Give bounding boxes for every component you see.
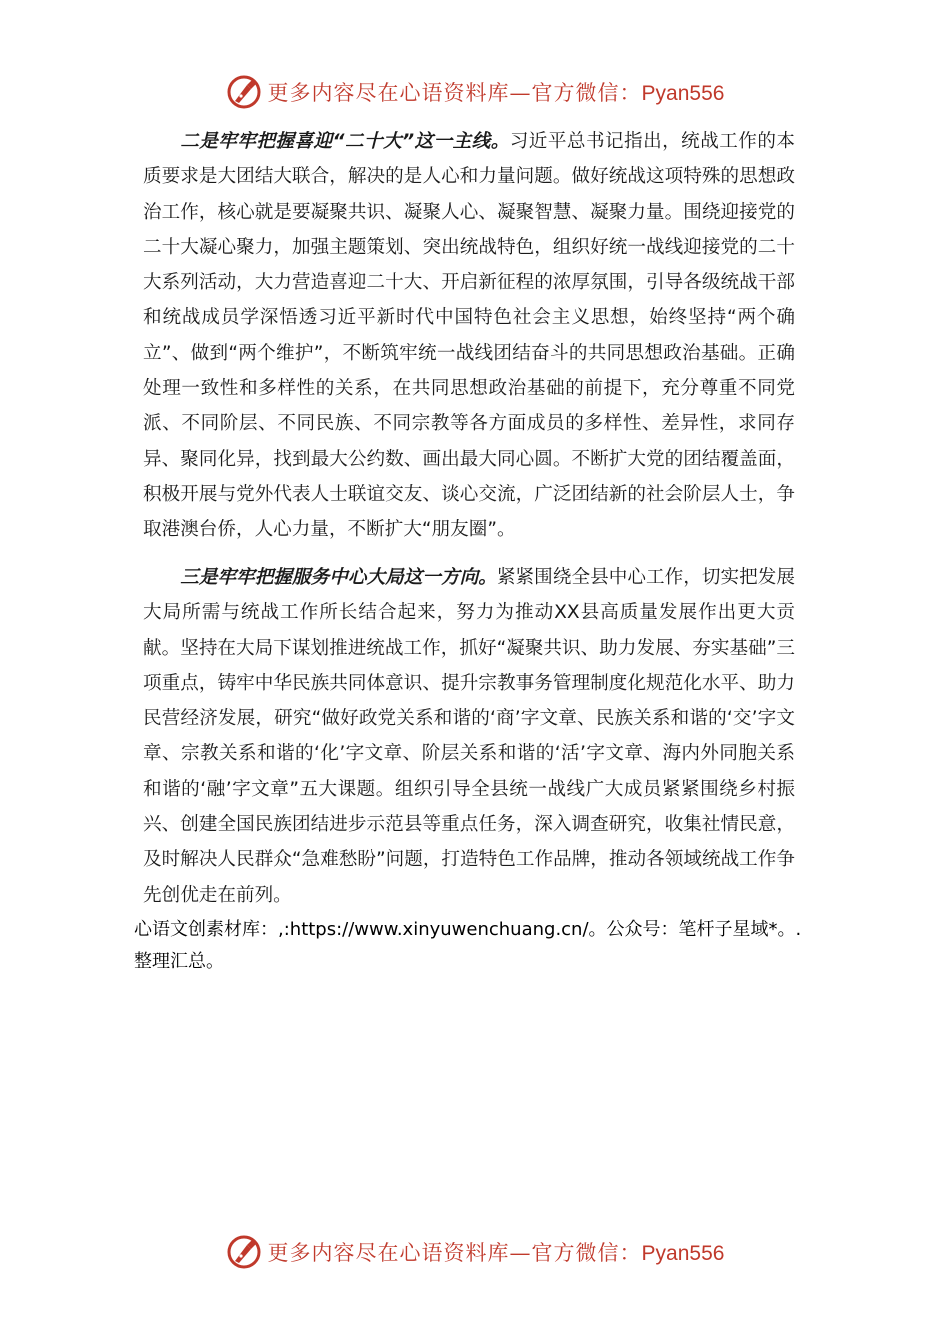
paragraph-lead: 三是牢牢把握服务中心大局这一方向。 bbox=[180, 567, 497, 588]
paragraph-body: 紧紧围绕全县中心工作，切实把发展大局所需与统战工作所长结合起来，努力为推动XX县高质量发展作出更大贡献。坚持在大局下谋划推进统战工作，抓好“凝聚共识、助力发展、夯实基础”三项重点，铸牢中华民族共同体意识、提升宗教事务管理制度化规范化水平、助力民营经济发展，研究“做好政党关系和谐的‘商’字文章、民族关系和谐的‘交’字文章、宗教关系和谐的‘化’字文章、阶层关系和谐的‘活’字文章、海内外同胞关系和谐的‘融’字文章”五大课题。组织引导全县统一战线广大成员紧紧围绕乡村振兴、创建全国民族团结进步示范县等重点任务，深入调查研究，收集社情民意，及时解决人民群众“急难愁盼”问题，打造特色工作品牌，推动各领域统战工作争先创优走在前列。 bbox=[143, 567, 795, 906]
banner-text bbox=[268, 1237, 725, 1267]
pen-nib-icon bbox=[226, 74, 262, 110]
banner-text bbox=[268, 77, 725, 107]
paragraph-main-line bbox=[143, 124, 795, 548]
paragraph-lead: 二是牢牢把握喜迎“二十大”这一主线。 bbox=[180, 131, 510, 152]
header-banner bbox=[0, 72, 950, 112]
wechat-handle: Pyan556 bbox=[641, 1242, 725, 1265]
wechat-handle: Pyan556 bbox=[641, 82, 725, 105]
banner-slogan: 更多内容尽在心语资料库—官方微信： bbox=[267, 81, 642, 105]
banner-slogan: 更多内容尽在心语资料库—官方微信： bbox=[267, 1241, 642, 1265]
paragraph-body: 习近平总书记指出，统战工作的本质要求是大团结大联合，解决的是人心和力量问题。做好统战这项特殊的思想政治工作，核心就是要凝聚共识、凝聚人心、凝聚智慧、凝聚力量。围绕迎接党的二十大凝心聚力，加强主题策划、突出统战特色，组织好统一战线迎接党的二十大系列活动，大力营造喜迎二十大、开启新征程的浓厚氛围，引导各级统战干部和统战成员学深悟透习近平新时代中国特色社会主义思想，始终坚持“两个确立”、做到“两个维护”，不断筑牢统一战线团结奋斗的共同思想政治基础。正确处理一致性和多样性的关系，在共同思想政治基础的前提下，充分尊重不同党派、不同阶层、不同民族、不同宗教等各方面成员的多样性、差异性，求同存异、聚同化异，找到最大公约数、画出最大同心圆。不断扩大党的团结覆盖面，积极开展与党外代表人士联谊交友、谈心交流，广泛团结新的社会阶层人士，争取港澳台侨，人心力量，不断扩大“朋友圈”。 bbox=[143, 131, 795, 541]
pen-nib-icon bbox=[226, 1234, 262, 1270]
source-note: 心语文创素材库：,:https://www.xinyuwenchuang.cn/。公众号：笔杆子星域*。.整理汇总。 bbox=[134, 919, 802, 972]
footer-banner bbox=[0, 1232, 950, 1272]
paragraph-serve-center bbox=[143, 560, 795, 913]
